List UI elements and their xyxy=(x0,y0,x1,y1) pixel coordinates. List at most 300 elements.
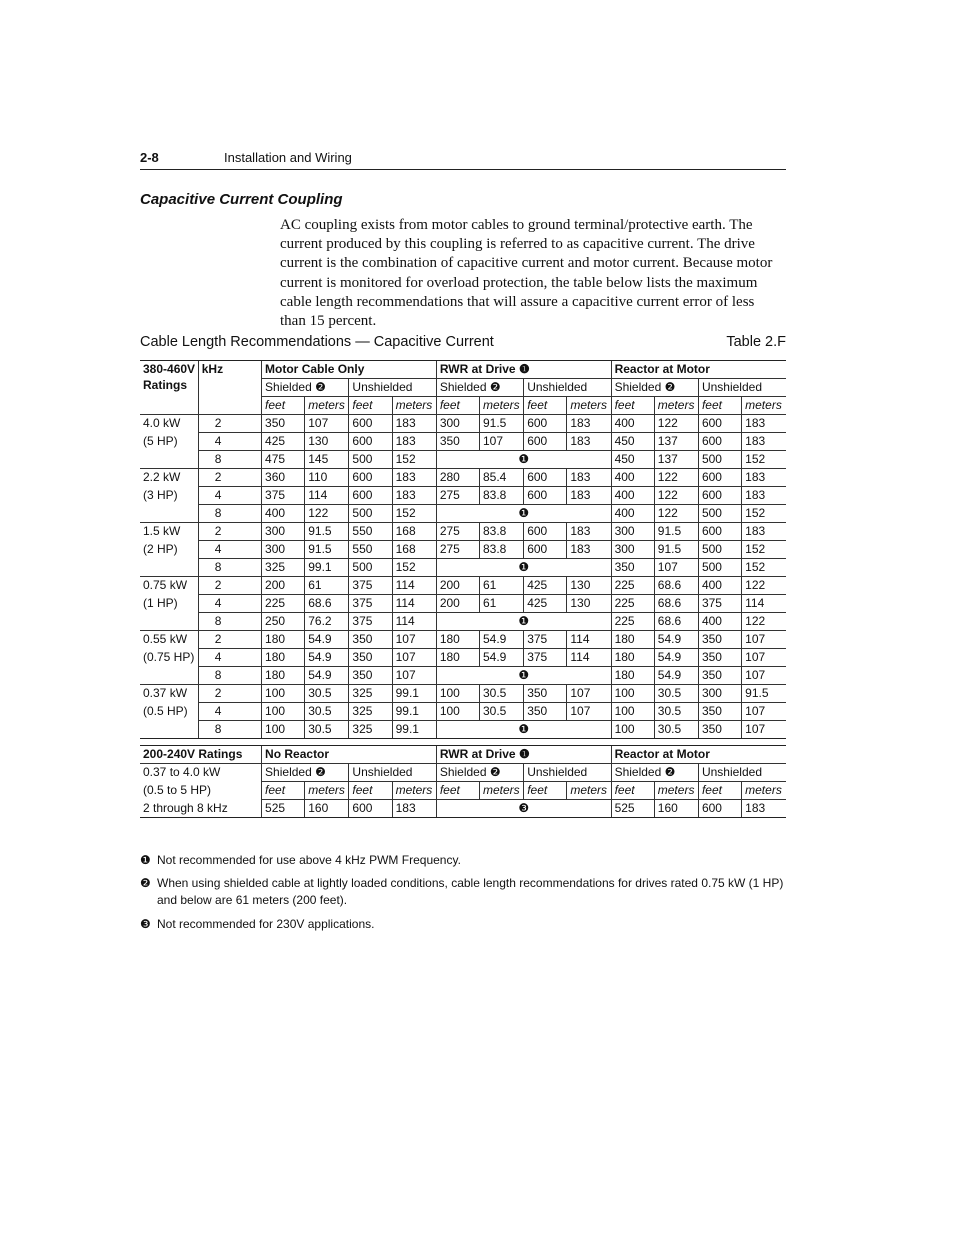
value-cell: 183 xyxy=(742,433,786,451)
value-cell: 91.5 xyxy=(305,541,349,559)
value-cell: 145 xyxy=(305,451,349,469)
value-cell: 91.5 xyxy=(654,523,698,541)
value-cell: 110 xyxy=(305,469,349,487)
value-cell: 107 xyxy=(392,631,436,649)
table-row xyxy=(140,595,786,613)
khz-cell: 8 xyxy=(198,559,261,577)
footnote-text: Not recommended for use above 4 kHz PWM Frequency. xyxy=(157,853,461,867)
unit-feet: feet xyxy=(349,397,392,415)
value-cell: 375 xyxy=(524,649,567,667)
value-cell: 600 xyxy=(698,523,741,541)
value-cell: 100 xyxy=(436,703,479,721)
footnote-ref-cell: ❶ xyxy=(436,505,611,523)
value-cell: 152 xyxy=(742,505,786,523)
value-cell: 350 xyxy=(524,703,567,721)
value-cell: 107 xyxy=(567,703,611,721)
khz-cell: 4 xyxy=(198,649,261,667)
value-cell: 107 xyxy=(742,721,786,739)
value-cell: 122 xyxy=(654,505,698,523)
khz-cell: 4 xyxy=(198,541,261,559)
value-cell: 200 xyxy=(436,577,479,595)
value-cell: 600 xyxy=(349,433,392,451)
rating-cell: (3 HP) xyxy=(143,487,178,502)
value-cell: 183 xyxy=(742,523,786,541)
value-cell: 100 xyxy=(611,685,654,703)
value-cell: 114 xyxy=(567,631,611,649)
value-cell: 54.9 xyxy=(480,631,524,649)
value-cell: 100 xyxy=(611,703,654,721)
khz-cell: 2 xyxy=(198,469,261,487)
value-cell: 350 xyxy=(698,703,741,721)
value-cell: 76.2 xyxy=(305,613,349,631)
rwr-at-drive-header: RWR at Drive ❶ xyxy=(436,361,611,379)
value-cell: 180 xyxy=(262,649,305,667)
table-row xyxy=(140,631,786,649)
paragraph-line: than 15 percent. xyxy=(280,313,377,330)
value-cell: 400 xyxy=(611,505,654,523)
value-cell: 30.5 xyxy=(305,721,349,739)
rating-cell: (1 HP) xyxy=(143,595,178,610)
unit-meters: meters xyxy=(567,782,611,800)
page-number: 2-8 xyxy=(140,150,159,165)
value-cell: 160 xyxy=(305,800,349,818)
khz-cell: 2 xyxy=(198,577,261,595)
table-row xyxy=(140,721,786,739)
khz-cell: 2 xyxy=(198,631,261,649)
table-row xyxy=(140,649,786,667)
value-cell: 183 xyxy=(567,433,611,451)
value-cell: 68.6 xyxy=(654,613,698,631)
value-cell: 83.8 xyxy=(480,523,524,541)
value-cell: 130 xyxy=(305,433,349,451)
value-cell: 375 xyxy=(349,577,392,595)
unit-feet: feet xyxy=(698,782,741,800)
value-cell: 183 xyxy=(742,415,786,433)
unit-meters: meters xyxy=(654,782,698,800)
rating-cell: (0.5 to 5 HP) xyxy=(143,782,212,797)
value-cell: 83.8 xyxy=(480,541,524,559)
motor-cable-only-header: Motor Cable Only xyxy=(262,361,437,379)
value-cell: 183 xyxy=(392,487,436,505)
value-cell: 30.5 xyxy=(654,721,698,739)
khz-cell: 2 xyxy=(198,685,261,703)
value-cell: 500 xyxy=(698,541,741,559)
rating-cell xyxy=(140,721,198,739)
value-cell: 91.5 xyxy=(654,541,698,559)
value-cell: 122 xyxy=(742,577,786,595)
khz-cell: 2 xyxy=(198,523,261,541)
value-cell: 525 xyxy=(262,800,305,818)
ratings-header: 380-460V Ratings xyxy=(140,361,198,415)
value-cell: 350 xyxy=(436,433,479,451)
value-cell: 275 xyxy=(436,487,479,505)
value-cell: 180 xyxy=(611,649,654,667)
value-cell: 83.8 xyxy=(480,487,524,505)
unit-meters: meters xyxy=(305,782,349,800)
value-cell: 350 xyxy=(349,667,392,685)
chapter-title: Installation and Wiring xyxy=(224,150,352,165)
footnote-ref-cell: ❸ xyxy=(436,800,611,818)
value-cell: 100 xyxy=(436,685,479,703)
section-title: Capacitive Current Coupling xyxy=(140,191,343,208)
value-cell: 99.1 xyxy=(305,559,349,577)
value-cell: 114 xyxy=(742,595,786,613)
khz-cell: 8 xyxy=(198,451,261,469)
value-cell: 54.9 xyxy=(305,631,349,649)
khz-cell: 2 xyxy=(198,415,261,433)
value-cell: 130 xyxy=(567,595,611,613)
table-row xyxy=(140,487,786,505)
value-cell: 375 xyxy=(524,631,567,649)
value-cell: 350 xyxy=(611,559,654,577)
value-cell: 54.9 xyxy=(654,631,698,649)
value-cell: 500 xyxy=(698,505,741,523)
value-cell: 183 xyxy=(392,800,436,818)
footnote-text: When using shielded cable at lightly loaded conditions, cable length recommendations for drives rated 0.75 kW (1 HP) and below are 61 meters (200 feet). xyxy=(157,876,784,907)
rating-cell: 0.55 kW xyxy=(143,632,188,646)
value-cell: 350 xyxy=(349,631,392,649)
value-cell: 300 xyxy=(262,523,305,541)
value-cell: 152 xyxy=(392,559,436,577)
value-cell: 425 xyxy=(524,577,567,595)
value-cell: 152 xyxy=(392,451,436,469)
value-cell: 183 xyxy=(742,800,786,818)
value-cell: 114 xyxy=(567,649,611,667)
rating-cell xyxy=(140,505,198,523)
value-cell: 600 xyxy=(698,433,741,451)
value-cell: 475 xyxy=(262,451,305,469)
value-cell: 600 xyxy=(524,415,567,433)
value-cell: 300 xyxy=(436,415,479,433)
value-cell: 350 xyxy=(698,667,741,685)
unit-feet: feet xyxy=(436,782,479,800)
shielded-subheader: Shielded ❷ xyxy=(262,379,349,397)
table-row xyxy=(140,577,786,595)
value-cell: 100 xyxy=(262,703,305,721)
value-cell: 61 xyxy=(480,577,524,595)
value-cell: 350 xyxy=(349,649,392,667)
value-cell: 350 xyxy=(524,685,567,703)
value-cell: 30.5 xyxy=(654,703,698,721)
value-cell: 30.5 xyxy=(480,703,524,721)
rating-cell xyxy=(140,559,198,577)
value-cell: 375 xyxy=(262,487,305,505)
rating-cell: (0.75 HP) xyxy=(143,649,195,664)
value-cell: 250 xyxy=(262,613,305,631)
value-cell: 300 xyxy=(611,541,654,559)
value-cell: 225 xyxy=(611,613,654,631)
value-cell: 114 xyxy=(392,577,436,595)
value-cell: 180 xyxy=(262,631,305,649)
value-cell: 152 xyxy=(742,451,786,469)
value-cell: 107 xyxy=(305,415,349,433)
value-cell: 107 xyxy=(654,559,698,577)
body-paragraph xyxy=(280,216,786,331)
reactor-at-motor-header: Reactor at Motor xyxy=(611,746,786,764)
unit-feet: feet xyxy=(524,782,567,800)
value-cell: 180 xyxy=(611,667,654,685)
value-cell: 450 xyxy=(611,433,654,451)
value-cell: 425 xyxy=(262,433,305,451)
unit-meters: meters xyxy=(480,397,524,415)
value-cell: 99.1 xyxy=(392,721,436,739)
value-cell: 180 xyxy=(436,649,479,667)
unit-meters: meters xyxy=(654,397,698,415)
shielded-subheader: Shielded ❷ xyxy=(611,379,698,397)
unit-feet: feet xyxy=(698,397,741,415)
footnote-marker: ❷ xyxy=(140,876,151,890)
footnote-text: Not recommended for 230V applications. xyxy=(157,917,375,931)
value-cell: 600 xyxy=(524,433,567,451)
rating-cell: 0.37 kW xyxy=(143,686,188,700)
unit-feet: feet xyxy=(262,782,305,800)
value-cell: 400 xyxy=(262,505,305,523)
table-row xyxy=(140,469,786,487)
table-row xyxy=(140,505,786,523)
value-cell: 375 xyxy=(349,613,392,631)
shielded-subheader: Shielded ❷ xyxy=(436,764,523,782)
rating-cell: (2 HP) xyxy=(143,541,178,556)
footnote-marker: ❶ xyxy=(140,853,151,867)
value-cell: 600 xyxy=(698,487,741,505)
value-cell: 600 xyxy=(698,469,741,487)
value-cell: 280 xyxy=(436,469,479,487)
value-cell: 225 xyxy=(611,577,654,595)
paragraph-line: current produced by this coupling is referred to as capacitive current. The drive xyxy=(280,236,755,253)
value-cell: 160 xyxy=(654,800,698,818)
unit-meters: meters xyxy=(305,397,349,415)
value-cell: 525 xyxy=(611,800,654,818)
value-cell: 375 xyxy=(349,595,392,613)
unit-feet: feet xyxy=(349,782,392,800)
value-cell: 107 xyxy=(392,649,436,667)
value-cell: 600 xyxy=(698,415,741,433)
table-row xyxy=(140,415,786,433)
unit-meters: meters xyxy=(742,397,786,415)
value-cell: 400 xyxy=(611,415,654,433)
value-cell: 68.6 xyxy=(305,595,349,613)
unit-meters: meters xyxy=(392,782,436,800)
value-cell: 183 xyxy=(567,523,611,541)
table-row xyxy=(140,667,786,685)
reactor-at-motor-header: Reactor at Motor xyxy=(611,361,786,379)
value-cell: 600 xyxy=(698,800,741,818)
value-cell: 180 xyxy=(262,667,305,685)
value-cell: 350 xyxy=(262,415,305,433)
value-cell: 600 xyxy=(524,487,567,505)
value-cell: 122 xyxy=(305,505,349,523)
value-cell: 68.6 xyxy=(654,595,698,613)
table-row xyxy=(140,433,786,451)
value-cell: 85.4 xyxy=(480,469,524,487)
khz-header: kHz xyxy=(198,361,261,415)
value-cell: 500 xyxy=(349,505,392,523)
value-cell: 600 xyxy=(349,469,392,487)
unit-feet: feet xyxy=(262,397,305,415)
value-cell: 114 xyxy=(305,487,349,505)
value-cell: 30.5 xyxy=(305,703,349,721)
value-cell: 400 xyxy=(698,577,741,595)
value-cell: 61 xyxy=(305,577,349,595)
khz-cell: 4 xyxy=(198,433,261,451)
khz-cell: 4 xyxy=(198,487,261,505)
value-cell: 425 xyxy=(524,595,567,613)
value-cell: 68.6 xyxy=(654,577,698,595)
value-cell: 137 xyxy=(654,433,698,451)
value-cell: 400 xyxy=(611,487,654,505)
value-cell: 300 xyxy=(611,523,654,541)
unshielded-subheader: Unshielded xyxy=(698,379,786,397)
value-cell: 54.9 xyxy=(654,667,698,685)
rating-cell xyxy=(140,451,198,469)
value-cell: 152 xyxy=(742,559,786,577)
footnote-ref-cell: ❶ xyxy=(436,721,611,739)
value-cell: 30.5 xyxy=(305,685,349,703)
value-cell: 91.5 xyxy=(742,685,786,703)
value-cell: 600 xyxy=(349,487,392,505)
value-cell: 152 xyxy=(742,541,786,559)
value-cell: 600 xyxy=(349,415,392,433)
value-cell: 107 xyxy=(742,703,786,721)
value-cell: 183 xyxy=(567,415,611,433)
unit-feet: feet xyxy=(611,397,654,415)
value-cell: 168 xyxy=(392,541,436,559)
value-cell: 180 xyxy=(611,631,654,649)
khz-cell: 8 xyxy=(198,613,261,631)
rating-cell: 0.37 to 4.0 kW xyxy=(143,765,221,779)
value-cell: 122 xyxy=(654,487,698,505)
value-cell: 360 xyxy=(262,469,305,487)
value-cell: 130 xyxy=(567,577,611,595)
khz-cell: 8 xyxy=(198,505,261,523)
value-cell: 114 xyxy=(392,595,436,613)
footnote-marker: ❸ xyxy=(140,917,151,931)
unshielded-subheader: Unshielded xyxy=(524,379,611,397)
value-cell: 54.9 xyxy=(480,649,524,667)
value-cell: 325 xyxy=(349,685,392,703)
value-cell: 91.5 xyxy=(305,523,349,541)
table-row xyxy=(140,685,786,703)
value-cell: 54.9 xyxy=(305,649,349,667)
table-row xyxy=(140,541,786,559)
no-reactor-header: No Reactor xyxy=(262,746,437,764)
value-cell: 500 xyxy=(349,559,392,577)
rating-cell: (0.5 HP) xyxy=(143,703,188,718)
value-cell: 107 xyxy=(480,433,524,451)
value-cell: 183 xyxy=(392,415,436,433)
khz-cell: 4 xyxy=(198,595,261,613)
table-caption-title: Cable Length Recommendations — Capacitive Current xyxy=(140,334,494,350)
unshielded-subheader: Unshielded xyxy=(349,764,436,782)
value-cell: 99.1 xyxy=(392,703,436,721)
table-row xyxy=(140,451,786,469)
value-cell: 100 xyxy=(262,685,305,703)
value-cell: 91.5 xyxy=(480,415,524,433)
value-cell: 600 xyxy=(349,800,392,818)
value-cell: 600 xyxy=(524,523,567,541)
value-cell: 200 xyxy=(262,577,305,595)
rating-cell: (5 HP) xyxy=(143,433,178,448)
value-cell: 30.5 xyxy=(480,685,524,703)
value-cell: 450 xyxy=(611,451,654,469)
value-cell: 183 xyxy=(567,469,611,487)
paragraph-line: cable length recommendations that will assure a capacitive current error of less xyxy=(280,293,755,310)
value-cell: 137 xyxy=(654,451,698,469)
ratings-header-230v: 200-240V Ratings xyxy=(140,746,262,764)
value-cell: 275 xyxy=(436,523,479,541)
footnote-ref-cell: ❶ xyxy=(436,451,611,469)
value-cell: 325 xyxy=(262,559,305,577)
value-cell: 107 xyxy=(567,685,611,703)
value-cell: 54.9 xyxy=(305,667,349,685)
value-cell: 400 xyxy=(611,469,654,487)
value-cell: 99.1 xyxy=(392,685,436,703)
table-row xyxy=(140,523,786,541)
value-cell: 183 xyxy=(392,469,436,487)
value-cell: 61 xyxy=(480,595,524,613)
value-cell: 400 xyxy=(698,613,741,631)
value-cell: 183 xyxy=(392,433,436,451)
cable-length-table-200-240v xyxy=(140,745,786,818)
table-row xyxy=(140,559,786,577)
value-cell: 54.9 xyxy=(654,649,698,667)
shielded-subheader: Shielded ❷ xyxy=(436,379,523,397)
unit-feet: feet xyxy=(611,782,654,800)
value-cell: 325 xyxy=(349,703,392,721)
value-cell: 550 xyxy=(349,541,392,559)
paragraph-line: current is monitored for overload protection, the table below lists the maximum xyxy=(280,274,758,291)
cable-length-table-380-460v xyxy=(140,360,786,739)
value-cell: 200 xyxy=(436,595,479,613)
value-cell: 350 xyxy=(698,721,741,739)
table-row xyxy=(140,613,786,631)
unshielded-subheader: Unshielded xyxy=(349,379,436,397)
value-cell: 600 xyxy=(524,469,567,487)
value-cell: 107 xyxy=(742,649,786,667)
khz-cell: 8 xyxy=(198,667,261,685)
unit-meters: meters xyxy=(480,782,524,800)
value-cell: 107 xyxy=(742,631,786,649)
rating-cell: 4.0 kW xyxy=(143,416,181,430)
value-cell: 600 xyxy=(524,541,567,559)
value-cell: 168 xyxy=(392,523,436,541)
value-cell: 225 xyxy=(262,595,305,613)
value-cell: 375 xyxy=(698,595,741,613)
unit-meters: meters xyxy=(392,397,436,415)
value-cell: 107 xyxy=(742,667,786,685)
shielded-subheader: Shielded ❷ xyxy=(611,764,698,782)
value-cell: 180 xyxy=(436,631,479,649)
rating-cell xyxy=(140,667,198,685)
unit-feet: feet xyxy=(524,397,567,415)
paragraph-line: current is the combination of capacitive current and motor current. Because motor xyxy=(280,255,773,272)
value-cell: 183 xyxy=(742,469,786,487)
value-cell: 122 xyxy=(654,469,698,487)
value-cell: 350 xyxy=(698,631,741,649)
unit-meters: meters xyxy=(742,782,786,800)
unit-meters: meters xyxy=(567,397,611,415)
value-cell: 500 xyxy=(698,451,741,469)
unshielded-subheader: Unshielded xyxy=(698,764,786,782)
rating-cell xyxy=(140,613,198,631)
rating-cell: 0.75 kW xyxy=(143,578,188,592)
rating-cell: 2 through 8 kHz xyxy=(140,800,262,818)
value-cell: 300 xyxy=(262,541,305,559)
value-cell: 350 xyxy=(698,649,741,667)
value-cell: 325 xyxy=(349,721,392,739)
shielded-subheader: Shielded ❷ xyxy=(262,764,349,782)
value-cell: 500 xyxy=(349,451,392,469)
